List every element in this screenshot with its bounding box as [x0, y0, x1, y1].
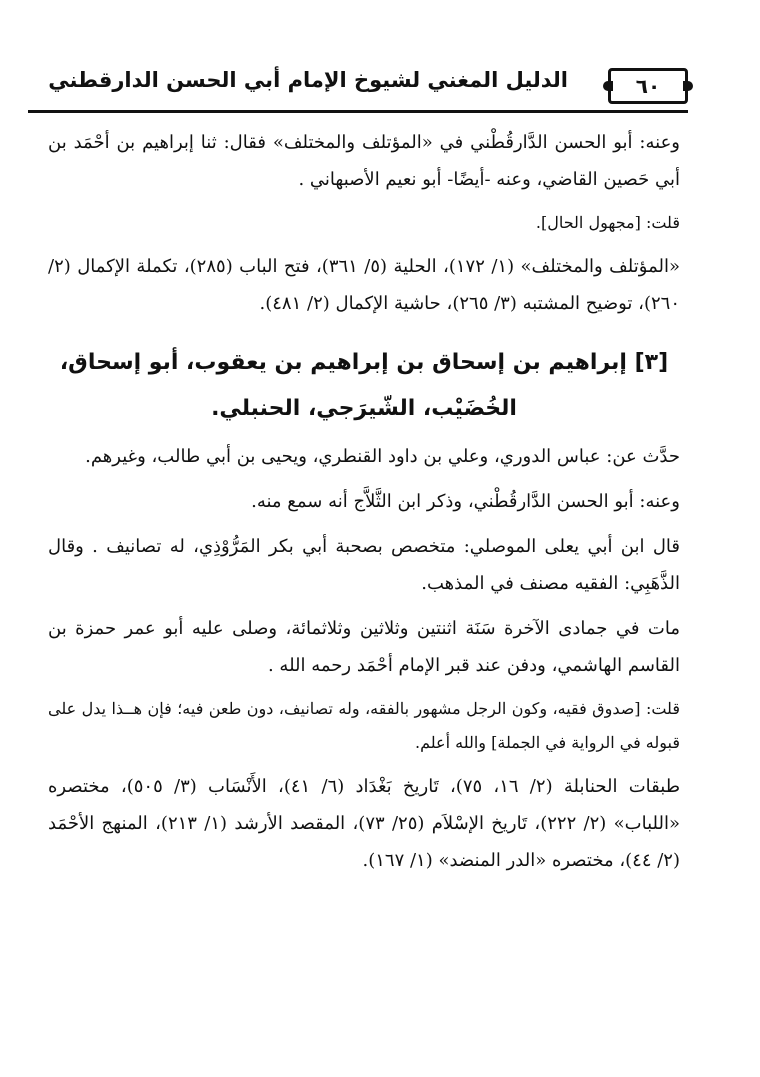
page-number: ٦٠	[635, 74, 661, 98]
running-header	[28, 62, 688, 114]
entry-heading: [٣] إبراهيم بن إسحاق بن إبراهيم بن يعقوب، أبو إسحاق، الخُضَيْب، الشّيرَجي، الحنبلي.	[59, 350, 669, 421]
paragraph-verdict-2: قلت: [صدوق فقيه، وكون الرجل مشهور بالفقه، وله تصانيف، دون طعن فيه؛ فإن هــذا يدل على قبوله في الرواية في الجملة] والله أعلم.	[48, 699, 680, 752]
paragraph-teachers: حدَّث عن: عباس الدوري، وعلي بن داود القنطري، ويحيى بن أبي طالب، وغيرهم.	[85, 446, 680, 467]
page-number-badge	[608, 68, 688, 104]
paragraph-sources: «المؤتلف والمختلف» (١/ ١٧٢)، الحلية (٥/ ٣٦١)، فتح الباب (٢٨٥)، تكملة الإكمال (٢/ ٢٦٠)، توضيح المشتبه (٣/ ٢٦٥)، حاشية الإكمال (٢/ ٤٨١).	[48, 256, 680, 314]
paragraph-biography: قال ابن أبي يعلى الموصلي: متخصص بصحبة أبي بكر المَرُّوْذِي، له تصانيف . وقال الذَّهَبِي: الفقيه مصنف في المذهب.	[48, 536, 680, 594]
page-body	[48, 124, 680, 879]
header-rule	[28, 110, 688, 113]
paragraph-sources-2: طبقات الحنابلة (٢/ ١٦، ٧٥)، تَاريخ بَغْدَاد (٦/ ٤١)، الأَنْسَاب (٣/ ٥٠٥)، مختصره «اللباب» (٢/ ٢٢٢)، تَاريخ الإسْلاَم (٢٥/ ٧٣)، المقصد الأرشد (١/ ٢١٣)، المنهج الأحْمَد (٢/ ٤٤)، مختصره «الدر المنضد» (١/ ١٦٧).	[48, 776, 681, 871]
paragraph-narrators: وعنه: أبو الحسن الدَّارقُطْني في «المؤتلف والمختلف» فقال: ثنا إبراهيم بن أحْمَد بن أبي حَصين القاضي، وعنه -أيضًا- أبو نعيم الأصبهاني .	[48, 132, 680, 190]
paragraph-death: مات في جمادى الآخرة سَنَة اثنتين وثلاثين وثلاثمائة، وصلى عليه أبو عمر حمزة بن القاسم الهاشمي، ودفن عند قبر الإمام أحْمَد رحمه الله .	[48, 618, 680, 676]
paragraph-verdict: قلت: [مجهول الحال].	[535, 213, 680, 232]
running-header-title: الدليل المغني لشيوخ الإمام أبي الحسن الدارقطني	[48, 68, 568, 92]
paragraph-students: وعنه: أبو الحسن الدَّارقُطْني، وذكر ابن الثَّلاَّج أنه سمع منه.	[251, 491, 680, 512]
